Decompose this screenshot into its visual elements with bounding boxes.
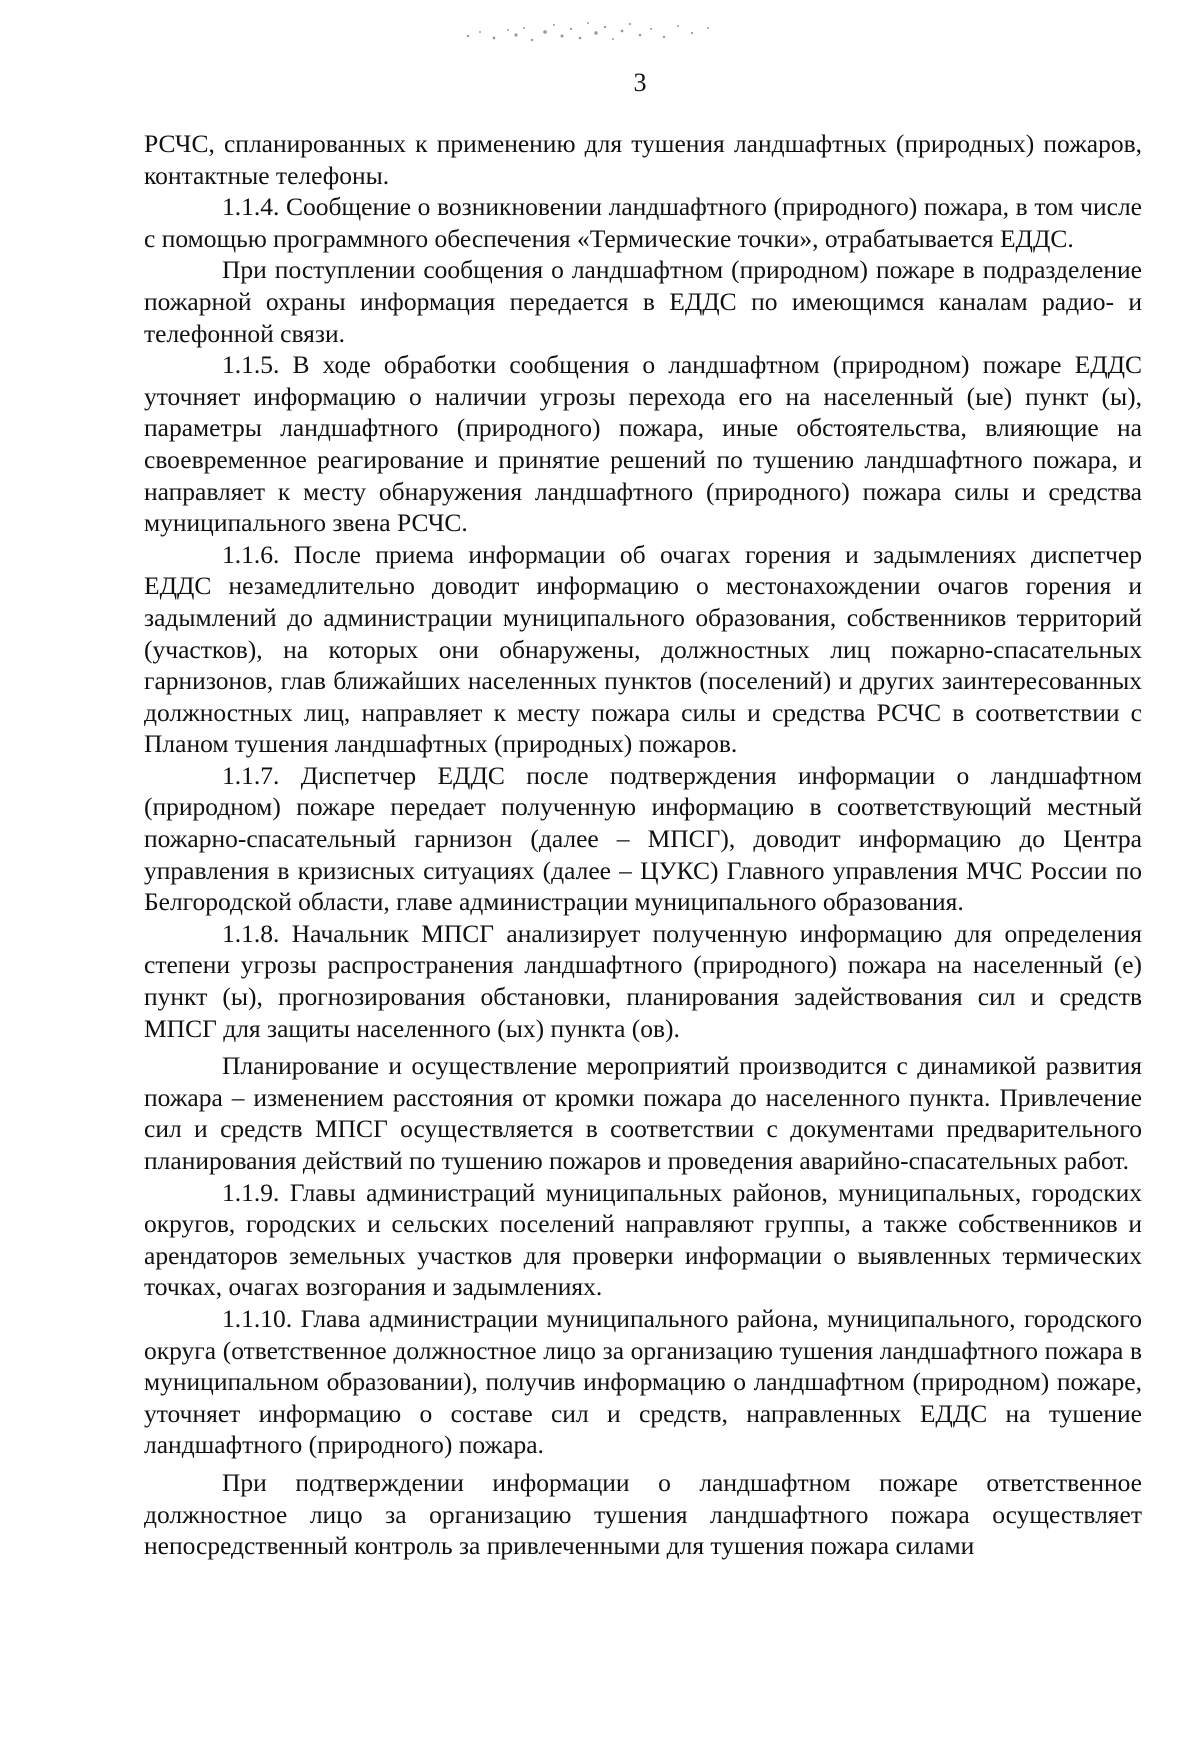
- paragraph-1-1-10: 1.1.10. Глава администрации муниципального района, муниципального, городского округа (ответственное должностное лицо за организацию тушения ландшафтного пожара в муниципальном образовании), получив информацию о ландшафтном (природном) пожаре, уточняет информацию о составе сил и средств, направленных ЕДДС на тушение ландшафтного (природного) пожара.: [144, 1303, 1142, 1460]
- paragraph-1-1-5: 1.1.5. В ходе обработки сообщения о ландшафтном (природном) пожаре ЕДДС уточняет информацию о наличии угрозы перехода его на населенный (ые) пункт (ы), параметры ландшафтного (природного) пожара, иные обстоятельства, влияющие на своевременное реагирование и принятие решений по тушению ландшафтного пожара, и направляет к месту обнаружения ландшафтного (природного) пожара силы и средства муниципального звена РСЧС.: [144, 350, 1142, 538]
- paragraph-1-1-6: 1.1.6. После приема информации об очагах горения и задымлениях диспетчер ЕДДС незамедлительно доводит информацию о местонахождении очагов горения и задымлений до администрации муниципального образования, собственников территорий (участков), на которых они обнаружены, должностных лиц пожарно-спасательных гарнизонов, глав ближайших населенных пунктов (поселений) и других заинтересованных должностных лиц, направляет к месту пожара силы и средства РСЧС в соответствии с Планом тушения ландшафтных (природных) пожаров.: [144, 539, 1142, 759]
- paragraph-confirmation: При подтверждении информации о ландшафтном пожаре ответственное должностное лицо за организацию тушения ландшафтного пожара осуществляет непосредственный контроль за привлеченными для тушения пожара силами: [144, 1467, 1142, 1561]
- scan-noise-artifact: [450, 14, 730, 50]
- paragraph-1-1-9: 1.1.9. Главы администраций муниципальных районов, муниципальных, городских округов, городских и сельских поселений направляют группы, а также собственников и арендаторов земельных участков для проверки информации о выявленных термических точках, очагах возгорания и задымлениях.: [144, 1177, 1142, 1302]
- paragraph-1-1-7: 1.1.7. Диспетчер ЕДДС после подтверждения информации о ландшафтном (природном) пожаре передает полученную информацию в соответствующий местный пожарно-спасательный гарнизон (далее – МПСГ), доводит информацию до Центра управления в кризисных ситуациях (далее – ЦУКС) Главного управления МЧС России по Белгородской области, главе администрации муниципального образования.: [144, 760, 1142, 917]
- paragraph-1-1-8: 1.1.8. Начальник МПСГ анализирует полученную информацию для определения степени угрозы распространения ландшафтного (природного) пожара на населенный (е) пункт (ы), прогнозирования обстановки, планирования задействования сил и средств МПСГ для защиты населенного (ых) пункта (ов).: [144, 918, 1142, 1043]
- paragraph-planning: Планирование и осуществление мероприятий производится с динамикой развития пожара – изменением расстояния от кромки пожара до населенного пункта. Привлечение сил и средств МПСГ осуществляется в соответствии с документами предварительного планирования действий по тушению пожаров и проведения аварийно-спасательных работ.: [144, 1051, 1142, 1175]
- paragraph-1-1-4: 1.1.4. Сообщение о возникновении ландшафтного (природного) пожара, в том числе с помощью программного обеспечения «Термические точки», отрабатывается ЕДДС.: [144, 192, 1142, 253]
- paragraph-fire-report-transfer: При поступлении сообщения о ландшафтном (природном) пожаре в подразделение пожарной охраны информация передается в ЕДДС по имеющимся каналам радио- и телефонной связи.: [144, 255, 1142, 348]
- document-body: [144, 128, 1142, 1562]
- page-number: 3: [633, 68, 647, 97]
- paragraph-continuation: РСЧС, спланированных к применению для тушения ландшафтных (природных) пожаров, контактные телефоны.: [144, 129, 1142, 190]
